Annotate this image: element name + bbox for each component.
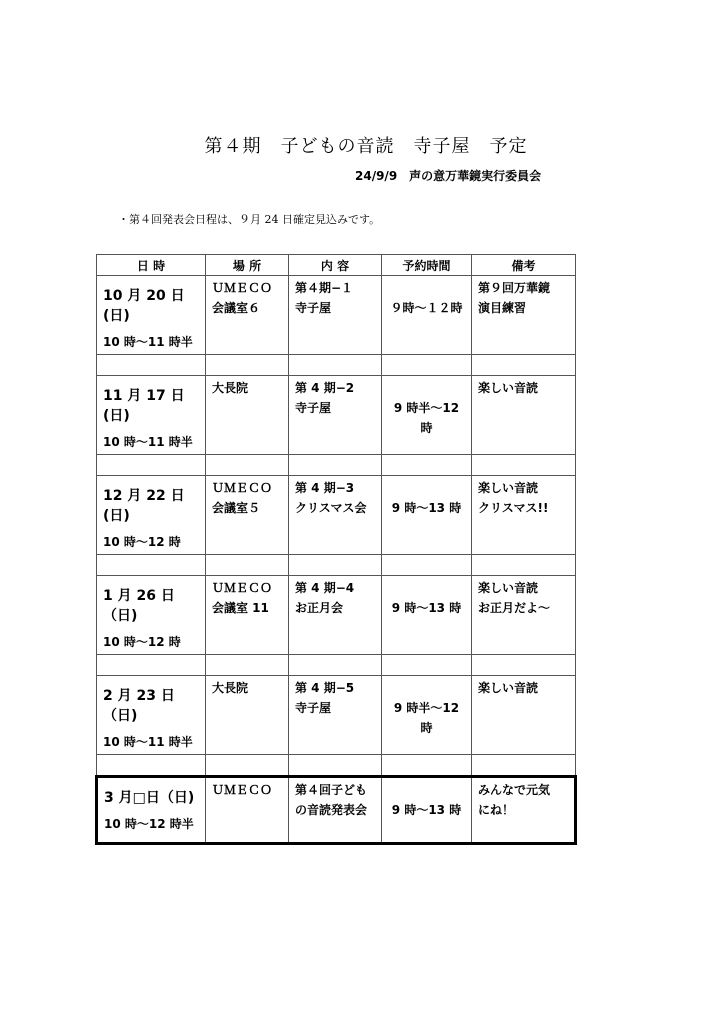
header-date: 日 時 bbox=[97, 255, 206, 276]
date-cell bbox=[97, 476, 206, 555]
time: 10 時～12 時半 bbox=[104, 817, 194, 831]
time: 10 時～11 時半 bbox=[103, 735, 193, 749]
reserve-time: 9 時～13 時 bbox=[391, 501, 462, 515]
reserve-time: 9 時半～12 時 bbox=[393, 701, 460, 735]
spacer-row bbox=[97, 355, 576, 376]
note-text: ・第４回発表会日程は、９月 24 日確定見込みです。 bbox=[118, 213, 381, 226]
document-title: 第４期 子どもの音読 寺子屋 予定 bbox=[204, 136, 528, 157]
remarks: 楽しい音読 bbox=[478, 381, 539, 395]
spacer-row bbox=[97, 455, 576, 476]
place: 大長院 bbox=[212, 381, 249, 395]
empty-cell bbox=[472, 455, 576, 476]
empty-cell bbox=[472, 355, 576, 376]
empty-cell bbox=[289, 455, 382, 476]
place-cell bbox=[206, 276, 289, 355]
table-row bbox=[97, 676, 576, 755]
content: 第 4 期−4 お正月会 bbox=[295, 581, 355, 615]
remarks-cell bbox=[472, 676, 576, 755]
date-cell bbox=[97, 376, 206, 455]
reserve-cell bbox=[382, 676, 472, 755]
content: 第４期−１ 寺子屋 bbox=[295, 281, 354, 315]
content-cell bbox=[289, 276, 382, 355]
empty-cell bbox=[206, 655, 289, 676]
time: 10 時～11 時半 bbox=[103, 435, 193, 449]
date: 1 月 26 日（日) bbox=[103, 588, 175, 624]
empty-cell bbox=[289, 655, 382, 676]
spacer-row bbox=[97, 555, 576, 576]
empty-cell bbox=[382, 555, 472, 576]
spacer-row bbox=[97, 755, 576, 777]
reserve-cell bbox=[382, 476, 472, 555]
time: 10 時～11 時半 bbox=[103, 335, 193, 349]
table-row bbox=[97, 777, 576, 844]
empty-cell bbox=[382, 755, 472, 777]
content-cell bbox=[289, 476, 382, 555]
reserve-time: ９時～１２時 bbox=[390, 301, 463, 315]
time: 10 時～12 時 bbox=[103, 635, 181, 649]
table-row bbox=[97, 376, 576, 455]
reserve-time: 9 時～13 時 bbox=[391, 803, 462, 817]
empty-cell bbox=[472, 755, 576, 777]
empty-cell bbox=[472, 655, 576, 676]
empty-cell bbox=[97, 455, 206, 476]
remarks-cell bbox=[472, 777, 576, 844]
content-cell bbox=[289, 576, 382, 655]
content-cell bbox=[289, 676, 382, 755]
empty-cell bbox=[289, 555, 382, 576]
empty-cell bbox=[382, 355, 472, 376]
place: ＵＭＥＣＯ 会議室６ bbox=[212, 281, 273, 315]
content: 第 4 期−5 寺子屋 bbox=[295, 681, 355, 715]
remarks-cell bbox=[472, 576, 576, 655]
place-cell bbox=[206, 777, 289, 844]
reserve-time: 9 時半～12 時 bbox=[393, 401, 460, 435]
header-remarks: 備考 bbox=[472, 255, 576, 276]
reserve-cell bbox=[382, 276, 472, 355]
header-place: 場 所 bbox=[206, 255, 289, 276]
header-content: 内 容 bbox=[289, 255, 382, 276]
content-cell bbox=[289, 376, 382, 455]
schedule-table bbox=[95, 254, 577, 845]
date-cell bbox=[97, 576, 206, 655]
content-cell bbox=[289, 777, 382, 844]
remarks: 楽しい音読 bbox=[478, 681, 539, 695]
remarks: 楽しい音読 お正月だよ～ bbox=[478, 581, 551, 615]
place: 大長院 bbox=[212, 681, 249, 695]
date-cell bbox=[97, 676, 206, 755]
empty-cell bbox=[97, 355, 206, 376]
document-subtitle: 24/9/9 声の意万華鏡実行委員会 bbox=[355, 169, 542, 183]
table-row bbox=[97, 576, 576, 655]
empty-cell bbox=[382, 655, 472, 676]
reserve-cell bbox=[382, 777, 472, 844]
remarks: みんなで元気 にね！ bbox=[478, 783, 551, 817]
spacer-row bbox=[97, 655, 576, 676]
place-cell bbox=[206, 676, 289, 755]
place: ＵＭＥＣＯ 会議室 11 bbox=[212, 581, 273, 615]
time: 10 時～12 時 bbox=[103, 535, 181, 549]
date-cell bbox=[97, 777, 206, 844]
empty-cell bbox=[206, 755, 289, 777]
date: 3 月□日（日) bbox=[104, 790, 195, 806]
place: ＵＭＥＣＯ bbox=[212, 783, 273, 797]
place-cell bbox=[206, 576, 289, 655]
empty-cell bbox=[97, 755, 206, 777]
remarks-cell bbox=[472, 276, 576, 355]
place-cell bbox=[206, 476, 289, 555]
remarks: 楽しい音読 クリスマス!! bbox=[478, 481, 549, 515]
place-cell bbox=[206, 376, 289, 455]
empty-cell bbox=[206, 555, 289, 576]
empty-cell bbox=[382, 455, 472, 476]
remarks-cell bbox=[472, 376, 576, 455]
date: 2 月 23 日（日) bbox=[103, 688, 175, 724]
table-row bbox=[97, 276, 576, 355]
reserve-cell bbox=[382, 576, 472, 655]
place: ＵＭＥＣＯ 会議室５ bbox=[212, 481, 273, 515]
empty-cell bbox=[97, 655, 206, 676]
date: 12 月 22 日(日) bbox=[103, 488, 185, 524]
table-row bbox=[97, 476, 576, 555]
remarks-cell bbox=[472, 476, 576, 555]
date: 10 月 20 日(日) bbox=[103, 288, 185, 324]
empty-cell bbox=[472, 555, 576, 576]
reserve-time: 9 時～13 時 bbox=[391, 601, 462, 615]
date: 11 月 17 日(日) bbox=[103, 388, 185, 424]
empty-cell bbox=[206, 355, 289, 376]
content: 第 4 期−2 寺子屋 bbox=[295, 381, 355, 415]
empty-cell bbox=[289, 355, 382, 376]
reserve-cell bbox=[382, 376, 472, 455]
empty-cell bbox=[97, 555, 206, 576]
content: 第４回子ども の音読発表会 bbox=[295, 783, 368, 817]
table-header bbox=[97, 255, 576, 276]
empty-cell bbox=[206, 455, 289, 476]
content: 第 4 期−3 クリスマス会 bbox=[295, 481, 367, 515]
date-cell bbox=[97, 276, 206, 355]
header-reserve: 予約時間 bbox=[382, 255, 472, 276]
empty-cell bbox=[289, 755, 382, 777]
remarks: 第９回万華鏡 演目練習 bbox=[478, 281, 551, 315]
